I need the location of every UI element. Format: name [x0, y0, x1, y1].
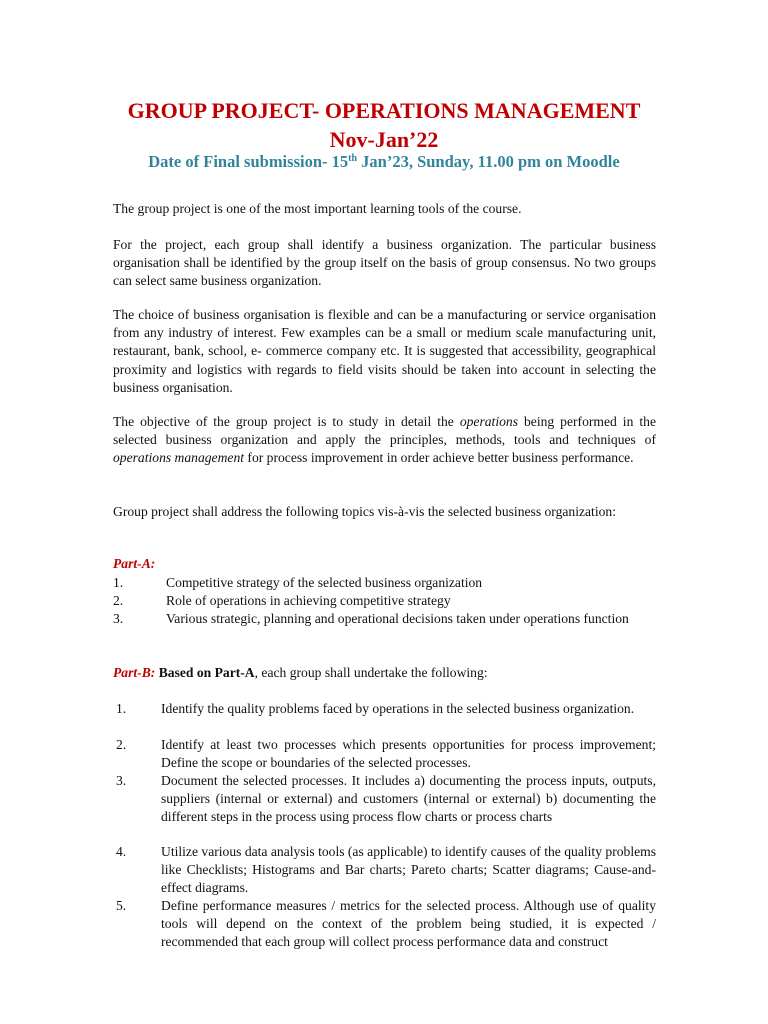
paragraph-intro: The group project is one of the most important learning tools of the course. — [113, 201, 522, 216]
part-a-item-2-text: Role of operations in achieving competitive strategy — [166, 593, 451, 608]
objective-emphasis-operations: operations — [459, 414, 518, 429]
submission-date — [0, 152, 768, 172]
paragraph-identify-organization: For the project, each group shall identify a business organization. The particular business organisation shall be identified by the group itself on the basis of group consensus. No two groups can select same business organization. — [113, 237, 656, 289]
submission-suffix: Jan’23, Sunday, 11.00 pm on Moodle — [357, 152, 620, 171]
submission-superscript: th — [348, 153, 358, 164]
part-a-label: Part-A: — [113, 556, 156, 571]
paragraph-choice: The choice of business organisation is flexible and can be a manufacturing or service organisation from any industry of interest. Few examples can be a small or medium scale manufacturing unit, restaurant, bank, school, e- commerce company etc. It is suggested that accessibility, geographical proximity and logistics with regards to field visits should be taken into account in selecting the business organisation. — [113, 307, 656, 395]
part-b-item-5-number: 5. — [116, 898, 127, 913]
part-a-item-3-number: 3. — [113, 611, 124, 626]
part-a-item-1-text: Competitive strategy of the selected business organization — [166, 575, 483, 590]
part-b-item-5-text: Define performance measures / metrics for the selected process. Although use of quality tools will depend on the context of the problem being studied, it is expected / recommended that each group will collect process performance data and construct — [161, 898, 656, 950]
part-b-intro-bold: Based on Part-A — [158, 665, 255, 680]
part-a-item-2-number: 2. — [113, 593, 124, 608]
document-term: Nov-Jan’22 — [329, 127, 439, 152]
document-title: GROUP PROJECT- OPERATIONS MANAGEMENT — [127, 98, 641, 123]
objective-text-b: being performed in the selected business organization and apply the principles, methods, tools and techniques of — [113, 414, 656, 448]
paragraph-objective — [113, 413, 656, 468]
part-b-item-2-text: Identify at least two processes which presents opportunities for process improvement; Define the scope or boundaries of the selected processes. — [161, 737, 656, 771]
part-b-item-3-number: 3. — [116, 773, 127, 788]
part-b-item-1-text: Identify the quality problems faced by operations in the selected business organization. — [161, 701, 635, 716]
part-a-item-3-text: Various strategic, planning and operational decisions taken under operations function — [166, 611, 629, 626]
part-b-item-4-number: 4. — [116, 844, 127, 859]
part-b-item-2-number: 2. — [116, 737, 127, 752]
part-b-item-3-text: Document the selected processes. It includes a) documenting the process inputs, outputs, suppliers (internal or external) and customers (internal or external) b) documenting the different steps in the process using process flow charts or process charts — [161, 773, 656, 825]
submission-prefix: Date of Final submission- 15 — [148, 152, 349, 171]
part-b-label: Part-B: — [113, 665, 156, 680]
part-b-item-1-number: 1. — [116, 701, 127, 716]
part-b-intro — [113, 664, 656, 682]
paragraph-topics: Group project shall address the following topics vis-à-vis the selected business organization: — [113, 504, 616, 519]
objective-emphasis-operations-management: operations management — [113, 450, 245, 466]
objective-text-a: The objective of the group project is to study in detail the — [113, 414, 460, 429]
part-b-item-4-text: Utilize various data analysis tools (as applicable) to identify causes of the quality problems like Checklists; Histograms and Bar charts; Pareto charts; Scatter diagrams; Cause-and-effect diagrams. — [161, 844, 656, 896]
part-a-item-1-number: 1. — [113, 575, 124, 590]
objective-text-c: for process improvement in order achieve better business performance. — [244, 450, 634, 466]
part-b-intro-rest: , each group shall undertake the following: — [254, 665, 488, 680]
